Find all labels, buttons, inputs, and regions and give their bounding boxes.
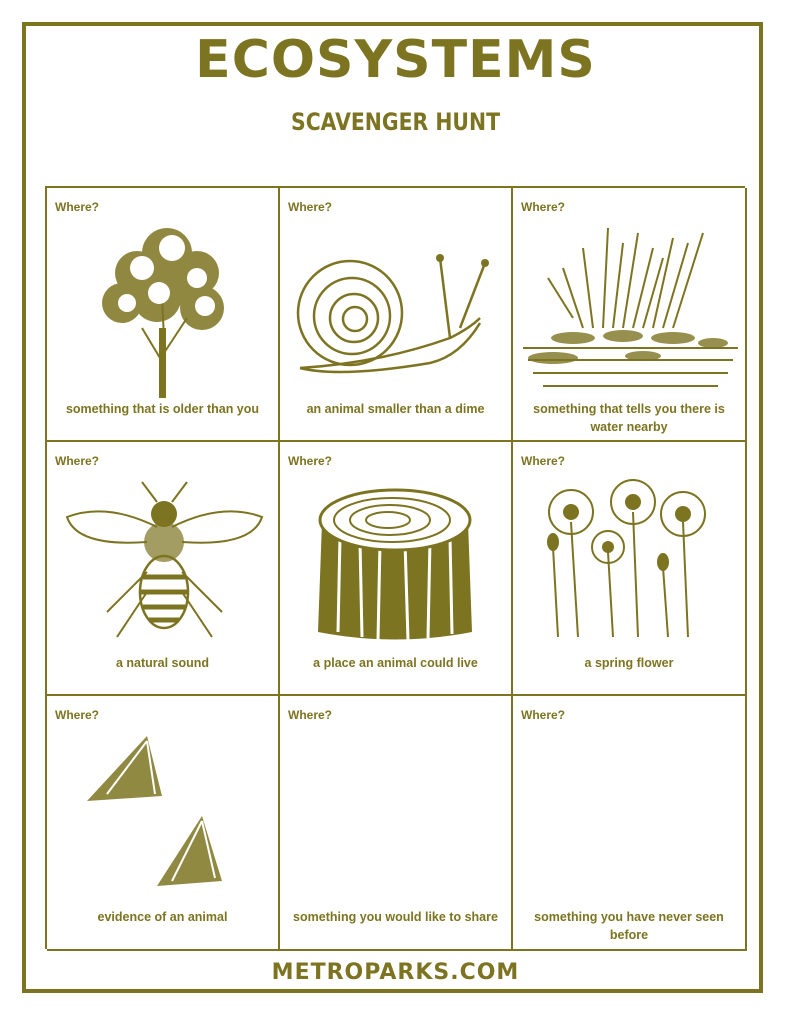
website-link[interactable]: METROPARKS.COM [271,960,520,985]
where-label: Where? [55,200,100,214]
hunt-cell-natural-sound [47,442,280,696]
hunt-cell-animal-home [280,442,513,696]
hunt-cell-share [280,696,513,951]
where-label: Where? [521,200,566,214]
hunt-caption: a natural sound [115,656,210,670]
hunt-caption: a place an animal could live [313,656,478,670]
hunt-caption: something that tells you there is water nearby [533,402,725,434]
hunt-caption: an animal smaller than a dime [306,402,485,416]
where-label: Where? [521,708,566,722]
hunt-cell-animal-evidence [47,696,280,951]
hunt-caption: something you have never seen before [534,910,724,942]
hunt-caption: a spring flower [584,656,674,670]
where-label: Where? [288,200,333,214]
hunt-cell-spring-flower [513,442,747,696]
where-label: Where? [288,708,333,722]
hunt-cell-water-nearby [513,188,747,442]
page-subtitle: SCAVENGER HUNT [291,108,500,136]
where-label: Where? [55,708,100,722]
where-label: Where? [55,454,100,468]
where-label: Where? [288,454,333,468]
hunt-caption: something that is older than you [65,402,260,416]
page-title: ECOSYSTEMS [195,30,596,90]
hunt-caption: something you would like to share [293,910,498,924]
scavenger-hunt-grid [45,186,745,949]
hunt-caption: evidence of an animal [97,910,228,924]
hunt-cell-smaller-than-dime [280,188,513,442]
hunt-cell-never-seen [513,696,747,951]
hunt-cell-older-than-you [47,188,280,442]
where-label: Where? [521,454,566,468]
